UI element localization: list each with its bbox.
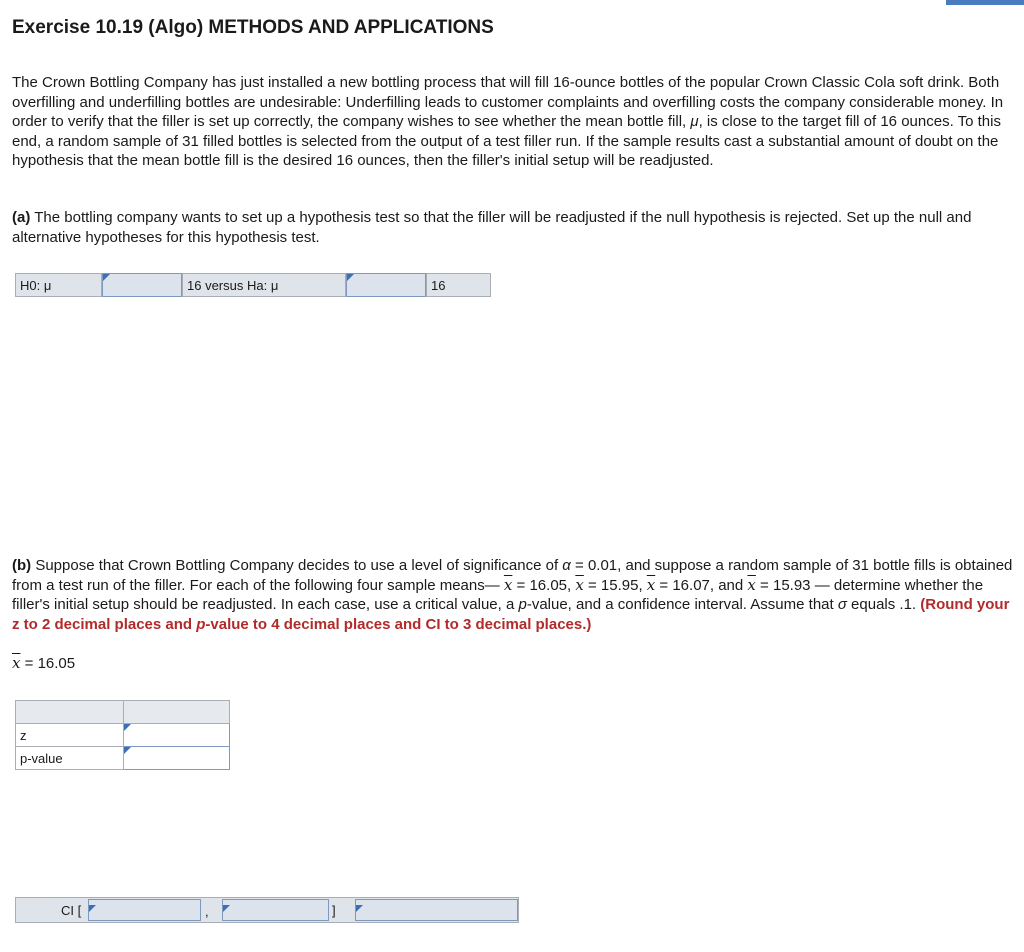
table-header-row	[16, 701, 230, 724]
ha-label: 16 versus Ha: μ	[182, 273, 346, 297]
part-b-label: (b)	[12, 557, 32, 574]
answer-flag-icon	[89, 905, 96, 912]
sample-mean-case: $\overline{x} = 16.05$	[12, 654, 76, 672]
table-row	[16, 747, 230, 770]
ha-value: 16	[426, 273, 491, 297]
p-value-label: p-value	[16, 747, 124, 770]
exercise-title: Exercise 10.19 (Algo) METHODS AND APPLICATIONS	[12, 17, 494, 38]
problem-intro: The Crown Bottling Company has just installed a new bottling process that will fill 16-ounce bottles of the popular Crown Classic Cola soft drink. Both overfilling and underfilling bottles are undesirable: Underfilling leads to customer complaints and overfilling costs the company considerable money. In order to verify that the filler is set up correctly, the company wishes to see whether the mean bottle fill, μ, is close to the target fill of 16 ounces. To this end, a random sample of 31 filled bottles is selected from the output of a test filler run. If the sample results cast a substantial amount of doubt on the hypothesis that the mean bottle fill is the desired 16 ounces, then the filler's initial setup will be readjusted.	[12, 74, 1004, 170]
z-pvalue-table	[15, 700, 230, 770]
rounding-hint: (Round your z to 2 decimal places and p-value to 4 decimal places and CI to 3 decimal places.)	[12, 596, 1010, 633]
answer-flag-icon	[103, 274, 110, 281]
answer-flag-icon	[347, 274, 354, 281]
answer-flag-icon	[124, 747, 131, 754]
confidence-interval-row	[15, 897, 519, 923]
p-value-input[interactable]	[124, 747, 230, 770]
readjust-decision-select[interactable]	[355, 899, 518, 921]
top-accent-bar	[946, 0, 1024, 5]
ci-open-label: CI [	[61, 903, 82, 918]
z-label: z	[16, 724, 124, 747]
mu-symbol: μ	[690, 113, 699, 131]
ha-operator-select[interactable]	[346, 273, 426, 297]
answer-flag-icon	[356, 905, 363, 912]
h0-label: H0: μ	[15, 273, 102, 297]
h0-operator-select[interactable]	[102, 273, 182, 297]
z-input[interactable]	[124, 724, 230, 747]
answer-flag-icon	[223, 905, 230, 912]
part-a-label: (a)	[12, 209, 31, 226]
ci-comma: ,	[205, 904, 209, 919]
part-b-prompt: (b) Suppose that Crown Bottling Company decides to use a level of significance of α = 0.01, and suppose a random sample of 31 bottle fills is obtained from a test run of the filler. For each of the following four sample means— $\overline{x} = 16.05$, $\overline{x} = 15.95$, $\overline{x} = 16.07$, and $\overline{x} = 15.93$ — determine whether the filler's initial setup should be readjusted. In each case, use a critical value, a p-value, and a confidence interval. Assume that σ equals .1. (Round your z to 2 decimal places and p-value to 4 decimal places and CI to 3 decimal places.)	[12, 557, 1013, 633]
ci-close-label: ]	[332, 903, 336, 918]
part-a-prompt: (a) The bottling company wants to set up a hypothesis test so that the filler will be readjusted if the null hypothesis is rejected. Set up the null and alternative hypotheses for this hypothesis test.	[12, 209, 972, 246]
ci-lower-input[interactable]	[88, 899, 201, 921]
answer-flag-icon	[124, 724, 131, 731]
table-row	[16, 724, 230, 747]
ci-upper-input[interactable]	[222, 899, 329, 921]
